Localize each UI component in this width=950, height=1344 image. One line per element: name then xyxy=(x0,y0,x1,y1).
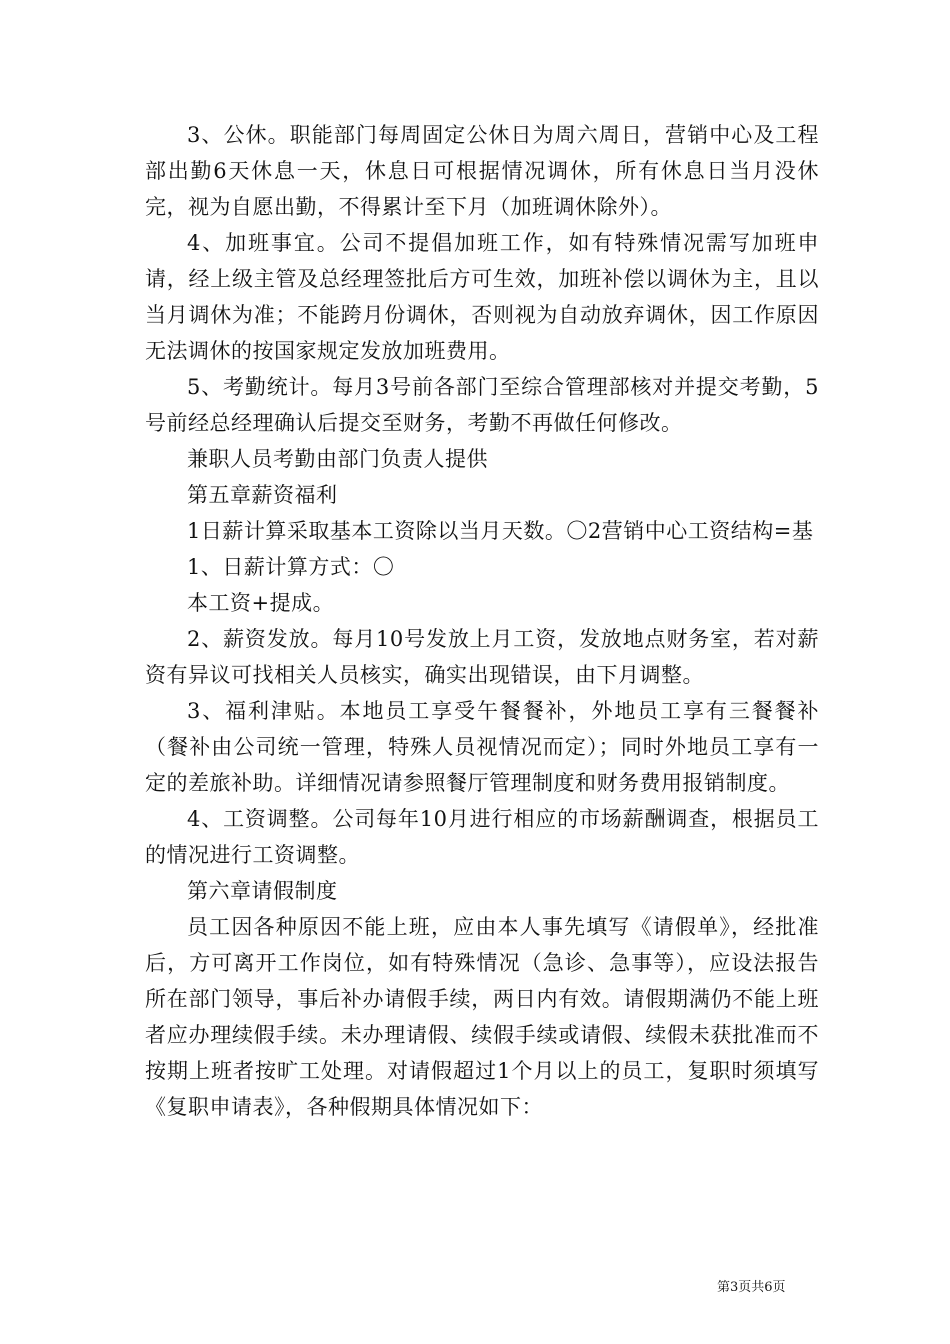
paragraph-wage-structure: 本工资+提成。 xyxy=(187,591,335,615)
page-number: 第3页共6页 xyxy=(717,1280,786,1295)
document-body xyxy=(145,117,819,1125)
paragraph-salary-payment: 2、薪资发放。每月10号发放上月工资，发放地点财务室，若对薪资有异议可找相关人员核实，确实出现错误，由下月调整。 xyxy=(145,627,819,687)
paragraph-daily-wage: 1日薪计算采取基本工资除以当月天数。〇2营销中心工资结构=基 xyxy=(187,519,814,543)
paragraph-salary-adjustment: 4、工资调整。公司每年10月进行相应的市场薪酬调查，根据员工的情况进行工资调整。 xyxy=(145,807,819,867)
paragraph-leave-policy: 员工因各种原因不能上班，应由本人事先填写《请假单》，经批准后，方可离开工作岗位，如有特殊情况（急诊、急事等），应设法报告所在部门领导，事后补办请假手续，两日内有效。请假期满仍不能上班者应办理续假手续。未办理请假、续假手续或请假、续假未获批准而不按期上班者按旷工处理。对请假超过1个月以上的员工，复职时须填写《复职申请表》，各种假期具体情况如下： xyxy=(145,915,819,1119)
paragraph-parttime: 兼职人员考勤由部门负责人提供 xyxy=(187,447,488,471)
paragraph-attendance-stats: 5、考勤统计。每月3号前各部门至综合管理部核对并提交考勤，5号前经总经理确认后提交至财务，考勤不再做任何修改。 xyxy=(145,375,819,435)
paragraph-daily-wage-method: 1、日薪计算方式：〇 xyxy=(187,555,395,579)
chapter-heading-salary: 第五章薪资福利 xyxy=(187,483,338,507)
paragraph-benefits: 3、福利津贴。本地员工享受午餐餐补，外地员工享有三餐餐补（餐补由公司统一管理，特殊人员视情况而定）；同时外地员工享有一定的差旅补助。详细情况请参照餐厅管理制度和财务费用报销制度。 xyxy=(145,699,819,795)
paragraph-rest-day: 3、公休。职能部门每周固定公休日为周六周日，营销中心及工程部出勤6天休息一天，休息日可根据情况调休，所有休息日当月没休完，视为自愿出勤，不得累计至下月（加班调休除外）。 xyxy=(145,123,819,219)
chapter-heading-leave: 第六章请假制度 xyxy=(187,879,338,903)
paragraph-overtime: 4、加班事宜。公司不提倡加班工作，如有特殊情况需写加班申请，经上级主管及总经理签批后方可生效，加班补偿以调休为主，且以当月调休为准；不能跨月份调休，否则视为自动放弃调休，因工作原因无法调休的按国家规定发放加班费用。 xyxy=(145,231,819,363)
